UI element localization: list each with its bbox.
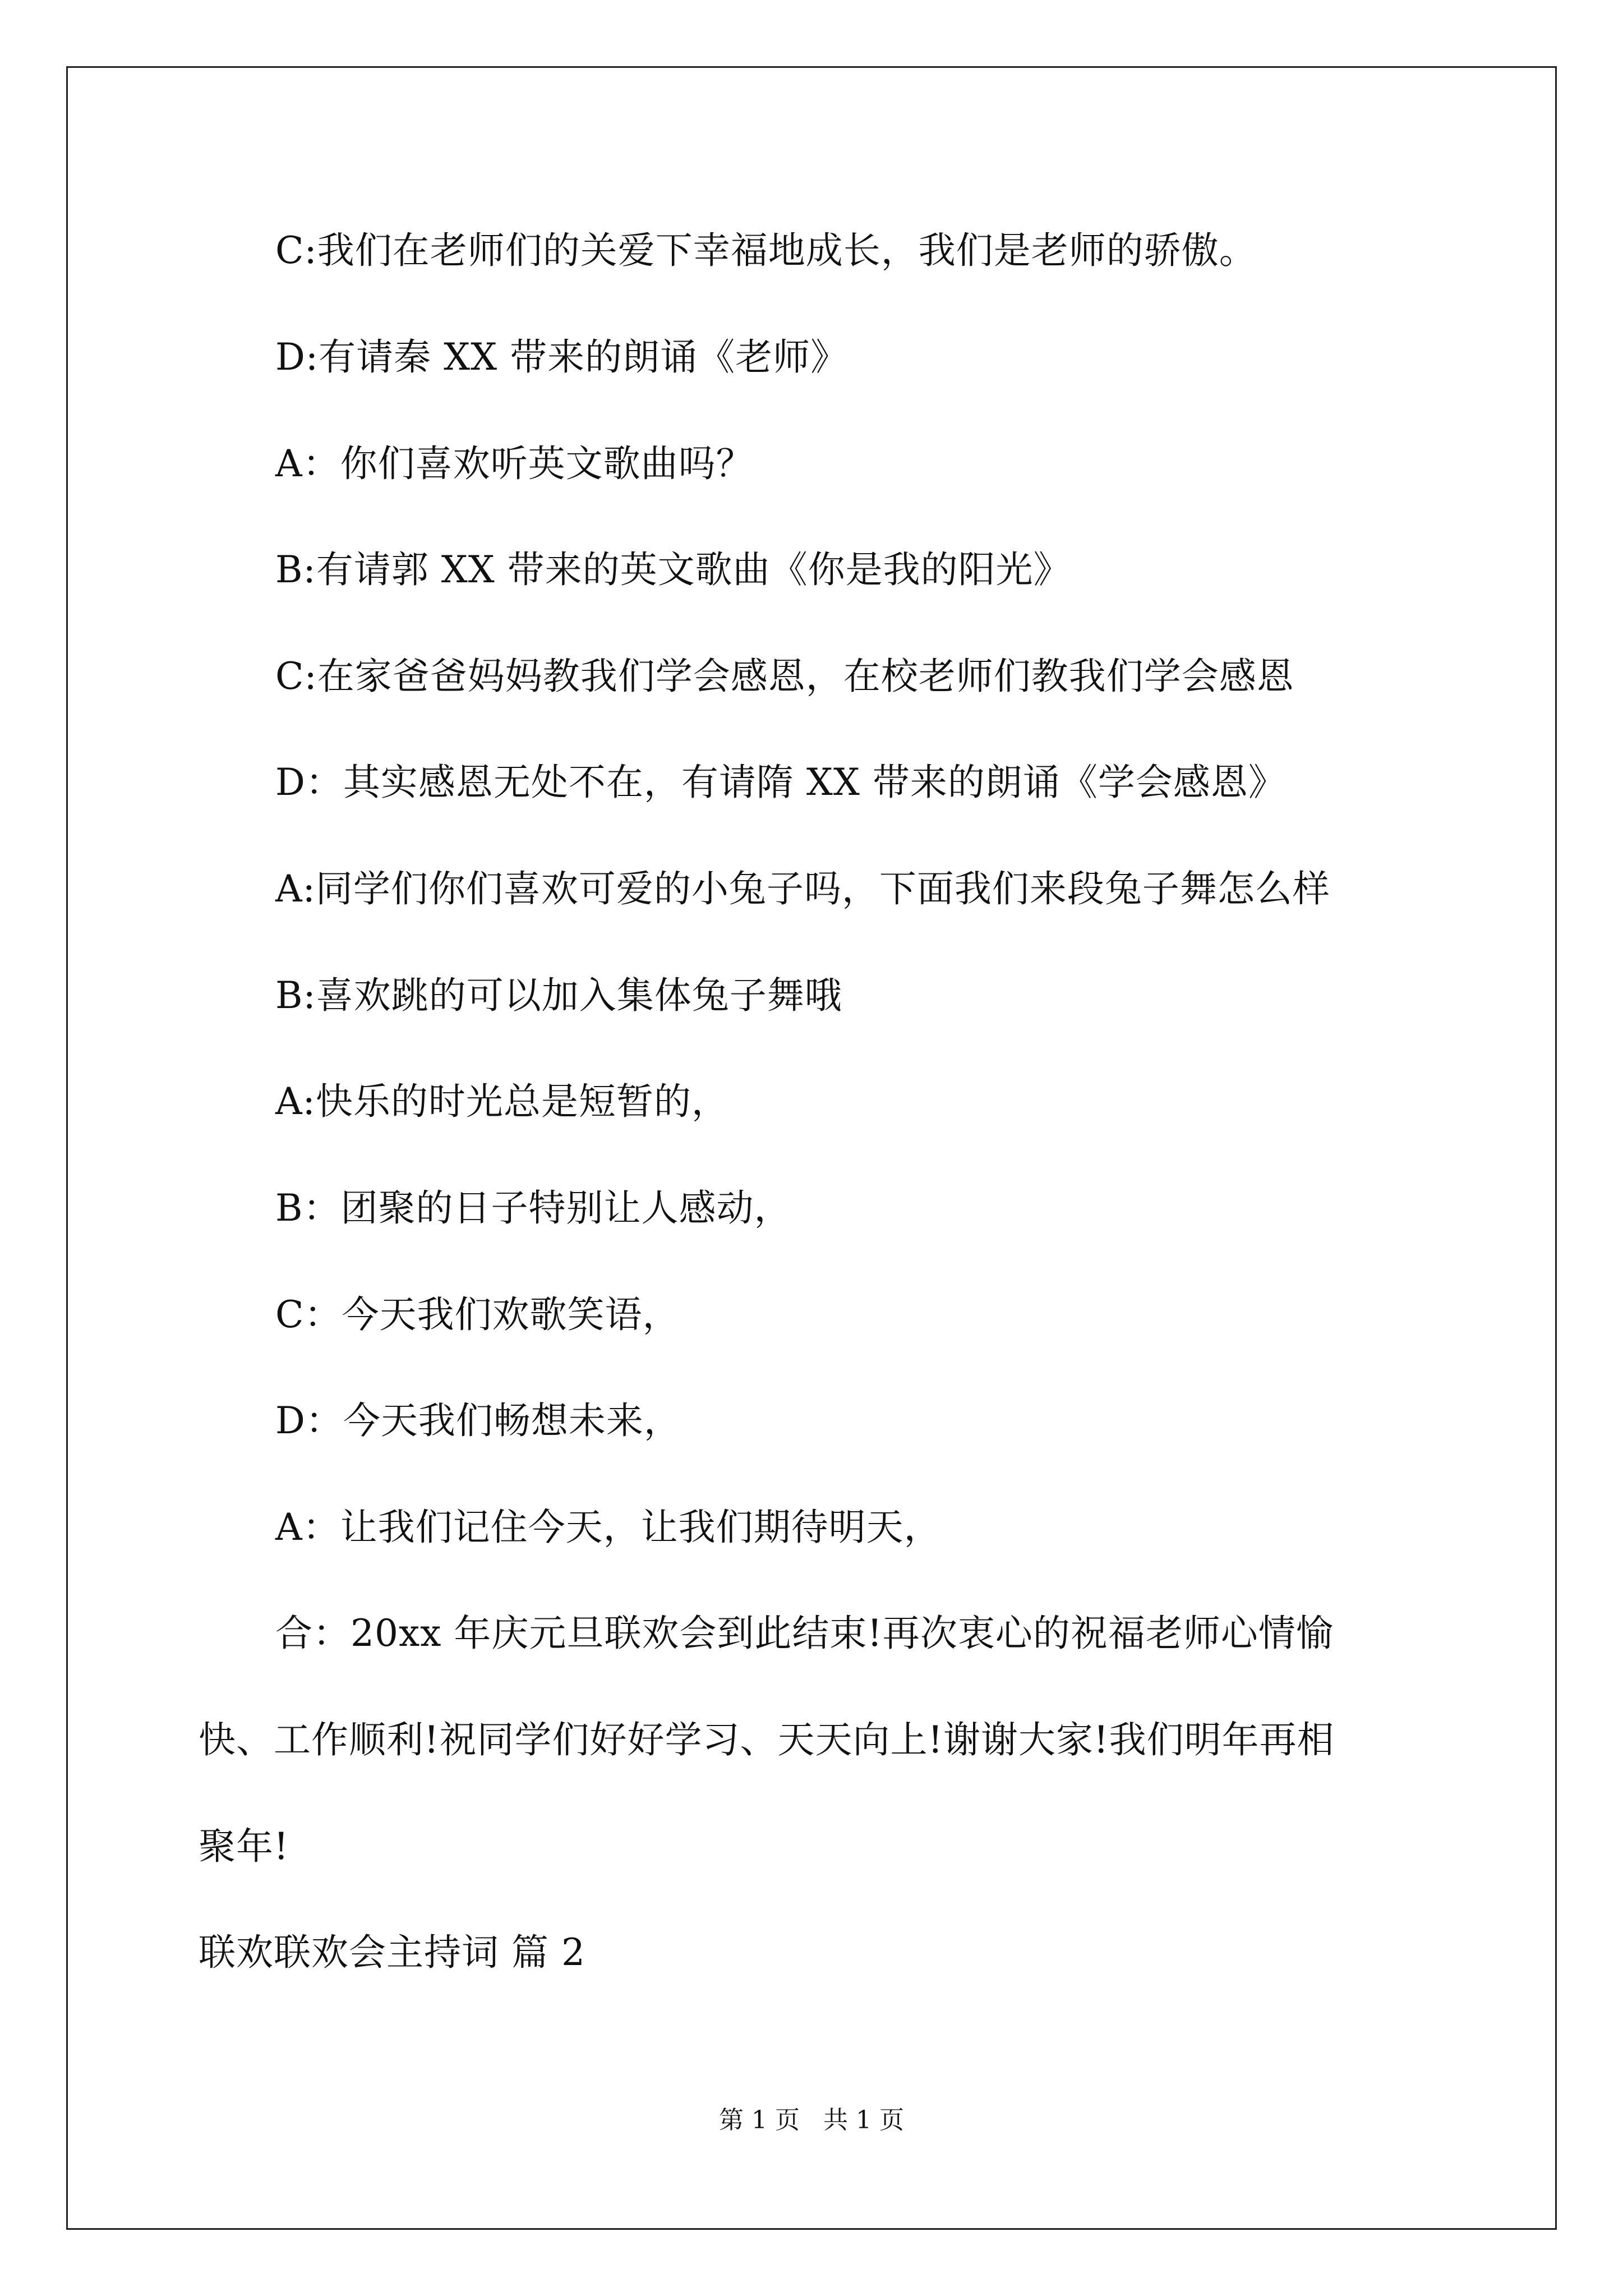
text-line: 快、工作顺利!祝同学们好好学习、天天向上!谢谢大家!我们明年再相 (199, 1718, 1335, 1761)
text-line: A:同学们你们喜欢可爱的小兔子吗，下面我们来段兔子舞怎么样 (275, 867, 1330, 910)
page-footer: 第 1 页 共 1 页 (719, 2106, 904, 2134)
text-line: B：团聚的日子特别让人感动， (275, 1186, 792, 1230)
text-line: C：今天我们欢歌笑语， (275, 1293, 680, 1336)
text-line: 聚年! (199, 1825, 289, 1868)
text-line: D：今天我们畅想未来， (275, 1399, 681, 1442)
text-line: 合：20xx 年庆元旦联欢会到此结束!再次衷心的祝福老师心情愉 (275, 1612, 1334, 1655)
text-line: C:在家爸爸妈妈教我们学会感恩，在校老师们教我们学会感恩 (275, 655, 1294, 698)
text-line: C:我们在老师们的关爱下幸福地成长，我们是老师的骄傲。 (275, 229, 1257, 272)
section-heading: 联欢联欢会主持词 篇 2 (199, 1931, 585, 1974)
text-line: A：你们喜欢听英文歌曲吗？ (275, 442, 754, 485)
text-line: B:有请郭 XX 带来的英文歌曲《你是我的阳光》 (275, 548, 1071, 591)
text-line: A：让我们记住今天，让我们期待明天， (275, 1506, 942, 1549)
text-line: D：其实感恩无处不在，有请隋 XX 带来的朗诵《学会感恩》 (275, 761, 1286, 804)
text-line: B:喜欢跳的可以加入集体兔子舞哦 (275, 974, 842, 1017)
text-line: A:快乐的时光总是短暂的， (275, 1080, 729, 1123)
text-line: D:有请秦 XX 带来的朗诵《老师》 (275, 335, 849, 379)
page-frame (66, 66, 1557, 2230)
